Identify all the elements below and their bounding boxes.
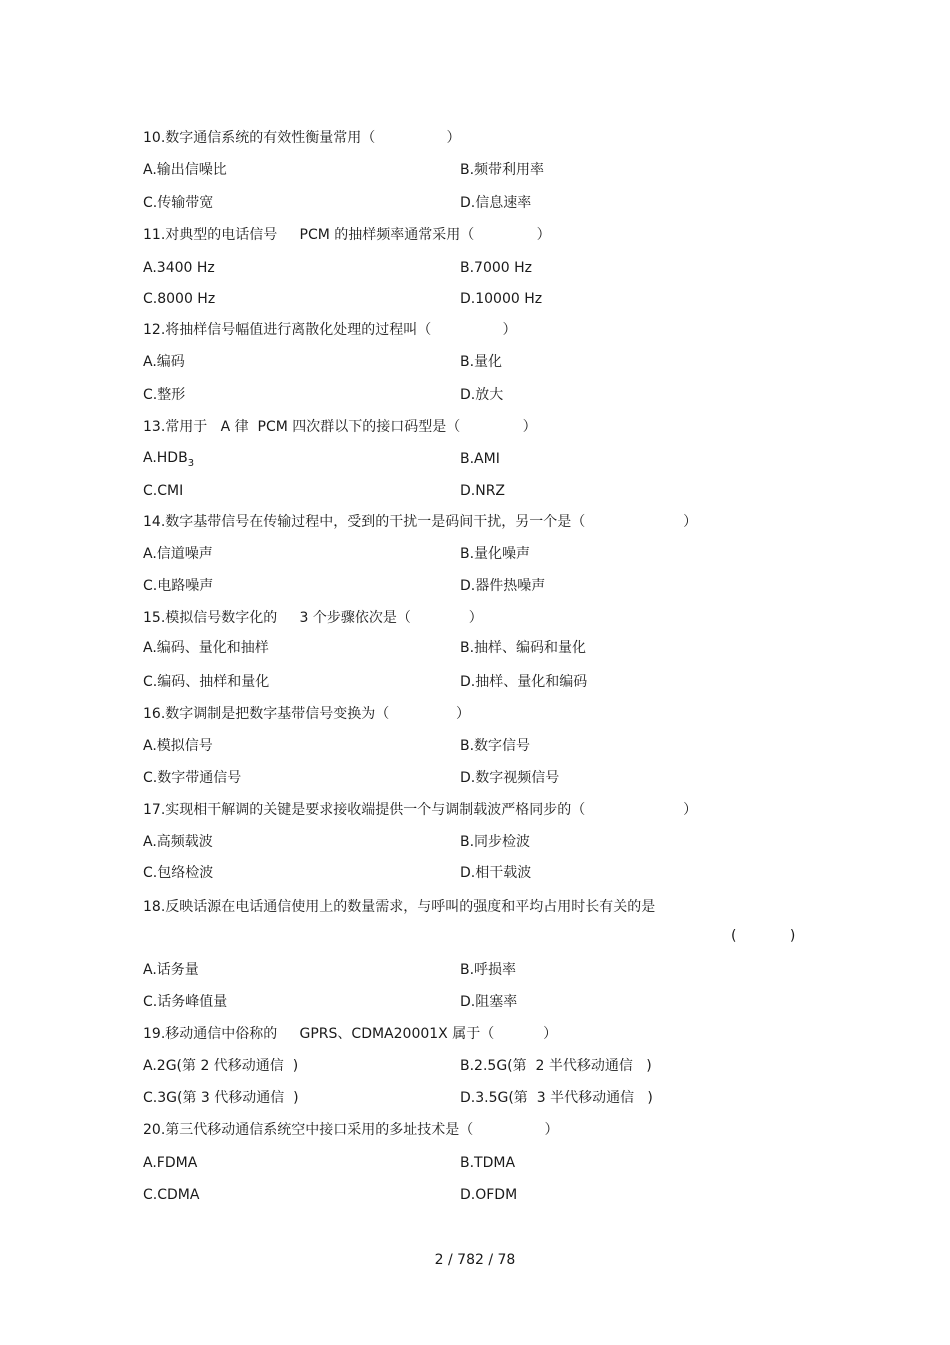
question-18-option-c: C.话务峰值量 <box>143 994 228 1010</box>
question-10-option-b: B.频带利用率 <box>460 162 545 178</box>
question-13-stem: 13.常用于 A 律 PCM 四次群以下的接口码型是（ ） <box>143 419 537 435</box>
question-15-option-c: C.编码、抽样和量化 <box>143 674 270 690</box>
question-16-option-c: C.数字带通信号 <box>143 770 242 786</box>
question-16-option-a: A.模拟信号 <box>143 738 213 754</box>
question-11-stem: 11.对典型的电话信号 PCM 的抽样频率通常采用（ ） <box>143 227 551 243</box>
question-13-option-c: C.CMI <box>143 483 184 499</box>
question-20-option-b: B.TDMA <box>460 1155 516 1171</box>
question-11-option-c: C.8000 Hz <box>143 291 216 307</box>
question-20-option-d: D.OFDM <box>460 1187 518 1203</box>
question-15-option-a: A.编码、量化和抽样 <box>143 640 269 656</box>
question-19-option-d: D.3.5G(第 3 半代移动通信 ) <box>460 1090 653 1106</box>
question-17-option-c: C.包络检波 <box>143 865 214 881</box>
question-12-option-c: C.整形 <box>143 387 186 403</box>
question-19-stem: 19.移动通信中俗称的 GPRS、CDMA20001X 属于（ ） <box>143 1026 558 1042</box>
question-10-option-c: C.传输带宽 <box>143 195 214 211</box>
page-number: 2 / 782 / 78 <box>434 1252 516 1268</box>
question-20-stem: 20.第三代移动通信系统空中接口采用的多址技术是（ ） <box>143 1122 559 1138</box>
question-18-option-b: B.呼损率 <box>460 962 517 978</box>
question-12-option-b: B.量化 <box>460 354 503 370</box>
question-13-option-b: B.AMI <box>460 451 500 467</box>
question-16-stem: 16.数字调制是把数字基带信号变换为（ ） <box>143 706 471 722</box>
question-12-option-a: A.编码 <box>143 354 185 370</box>
question-16-option-b: B.数字信号 <box>460 738 531 754</box>
question-15-stem: 15.模拟信号数字化的 3 个步骤依次是（ ） <box>143 610 483 626</box>
question-10-option-d: D.信息速率 <box>460 195 532 211</box>
question-20-option-c: C.CDMA <box>143 1187 200 1203</box>
question-18-stem: 18.反映话源在电话通信使用上的数量需求，与呼叫的强度和平均占用时长有关的是 <box>143 899 656 915</box>
question-18-option-d: D.阻塞率 <box>460 994 518 1010</box>
question-11-option-a: A.3400 Hz <box>143 260 215 276</box>
question-13-option-d: D.NRZ <box>460 483 506 499</box>
question-10-option-a: A.输出信噪比 <box>143 162 227 178</box>
question-17-option-d: D.相干载波 <box>460 865 532 881</box>
question-19-option-b: B.2.5G(第 2 半代移动通信 ) <box>460 1058 652 1074</box>
question-18-option-a: A.话务量 <box>143 962 199 978</box>
question-12-stem: 12.将抽样信号幅值进行离散化处理的过程叫（ ） <box>143 322 517 338</box>
question-16-option-d: D.数字视频信号 <box>460 770 560 786</box>
question-15-option-d: D.抽样、量化和编码 <box>460 674 588 690</box>
question-14-option-a: A.信道噪声 <box>143 546 213 562</box>
question-19-option-c: C.3G(第 3 代移动通信 ) <box>143 1090 299 1106</box>
question-17-option-b: B.同步检波 <box>460 834 531 850</box>
question-14-option-c: C.电路噪声 <box>143 578 214 594</box>
question-12-option-d: D.放大 <box>460 387 504 403</box>
question-14-option-d: D.器件热噪声 <box>460 578 546 594</box>
question-17-option-a: A.高频载波 <box>143 834 213 850</box>
question-18-answer-blank: ( ) <box>731 928 796 944</box>
question-14-stem: 14.数字基带信号在传输过程中，受到的干扰一是码间干扰，另一个是（ ） <box>143 514 698 530</box>
question-13-option-a-text: A.HDB <box>143 450 188 466</box>
question-19-option-a: A.2G(第 2 代移动通信 ) <box>143 1058 299 1074</box>
question-10-stem: 10.数字通信系统的有效性衡量常用（ ） <box>143 130 461 146</box>
question-14-option-b: B.量化噪声 <box>460 546 531 562</box>
question-15-option-b: B.抽样、编码和量化 <box>460 640 587 656</box>
question-20-option-a: A.FDMA <box>143 1155 198 1171</box>
question-11-option-b: B.7000 Hz <box>460 260 533 276</box>
question-17-stem: 17.实现相干解调的关键是要求接收端提供一个与调制载波严格同步的（ ） <box>143 802 698 818</box>
question-13-option-a <box>143 449 194 467</box>
question-13-option-a-subscript: 3 <box>187 457 195 469</box>
question-11-option-d: D.10000 Hz <box>460 291 543 307</box>
